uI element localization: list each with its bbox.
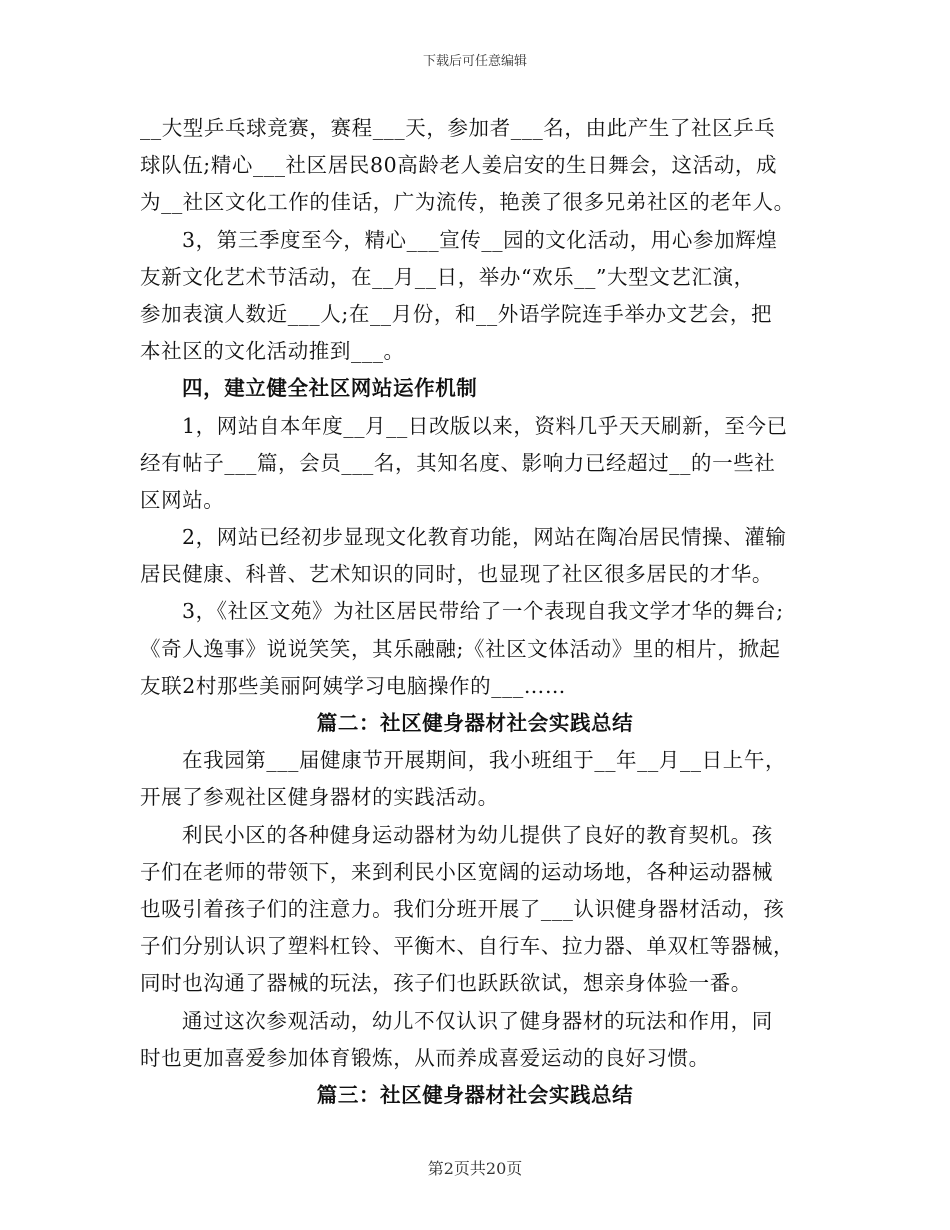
paragraph-line: 居民健康、科普、艺术知识的同时，也显现了社区很多居民的才华。 [140,562,773,587]
paragraph-line: 本社区的文化活动推到___。 [140,339,405,364]
paragraph-line: 3，《社区文苑》为社区居民带给了一个表现自我文学才华的舞台; [182,599,784,624]
section-heading: 四，建立健全社区网站运作机制 [182,376,478,401]
paragraph-line: 子们分别认识了塑料杠铃、平衡木、自行车、拉力器、单双杠等器械， [140,934,795,959]
paragraph-line: 3，第三季度至今，精心___宣传__园的文化活动，用心参加辉煌 [182,227,778,252]
paragraph-line: 2，网站已经初步显现文化教育功能，网站在陶冶居民情操、灌输 [182,525,787,550]
paragraph-line: 在我园第___届健康节开展期间，我小班组于__年__月__日上午， [182,748,787,773]
page-header: 下载后可任意编辑 [422,54,527,69]
paragraph-line: 为__社区文化工作的佳话，广为流传，艳羡了很多兄弟社区的老年人。 [140,190,795,215]
article-title: 篇二：社区健身器材社会实践总结 [316,711,634,735]
paragraph-line: 1，网站自本年度__月__日改版以来，资料几乎天天刷新，至今已 [182,413,788,438]
paragraph-line: 经有帖子___篇，会员___名，其知名度、影响力已经超过__的一些社 [140,450,776,475]
paragraph-line: __大型乒乓球竞赛，赛程___天，参加者___名，由此产生了社区乒乓 [140,116,776,140]
paragraph-line: 开展了参观社区健身器材的实践活动。 [140,785,499,810]
paragraph-line: 球队伍;精心___社区居民80高龄老人姜启安的生日舞会，这活动，成 [140,153,778,178]
article-title: 篇三：社区健身器材社会实践总结 [316,1082,634,1107]
paragraph-line: 参加表演人数近___人;在__月份，和__外语学院连手举办文艺会，把 [140,301,773,326]
paragraph-line: 子们在老师的带领下，来到利民小区宽阔的运动场地，各种运动器械 [140,859,773,884]
paragraph-line: 友新文化艺术节活动，在__月__日，举办“欢乐__”大型文艺汇演， [140,264,755,289]
paragraph-line: 友联2村那些美丽阿姨学习电脑操作的___…… [140,673,566,698]
page-number: 第2页共20页 [427,1159,523,1178]
paragraph-line: 通过这次参观活动，幼儿不仅认识了健身器材的玩法和作用，同 [182,1008,773,1033]
document-body [140,110,810,1114]
paragraph-line: 同时也沟通了器械的玩法，孩子们也跃跃欲试，想亲身体验一番。 [140,971,752,996]
paragraph-line: 时也更加喜爱参加体育锻炼，从而养成喜爱运动的良好习惯。 [140,1045,710,1070]
paragraph-line: 也吸引着孩子们的注意力。我们分班开展了___认识健身器材活动，孩 [140,896,785,921]
paragraph-line: 区网站。 [140,487,225,512]
paragraph-line: 《奇人逸事》说说笑笑，其乐融融;《社区文体活动》里的相片，掀起 [140,636,781,661]
paragraph-line: 利民小区的各种健身运动器材为幼儿提供了良好的教育契机。孩 [182,822,773,847]
